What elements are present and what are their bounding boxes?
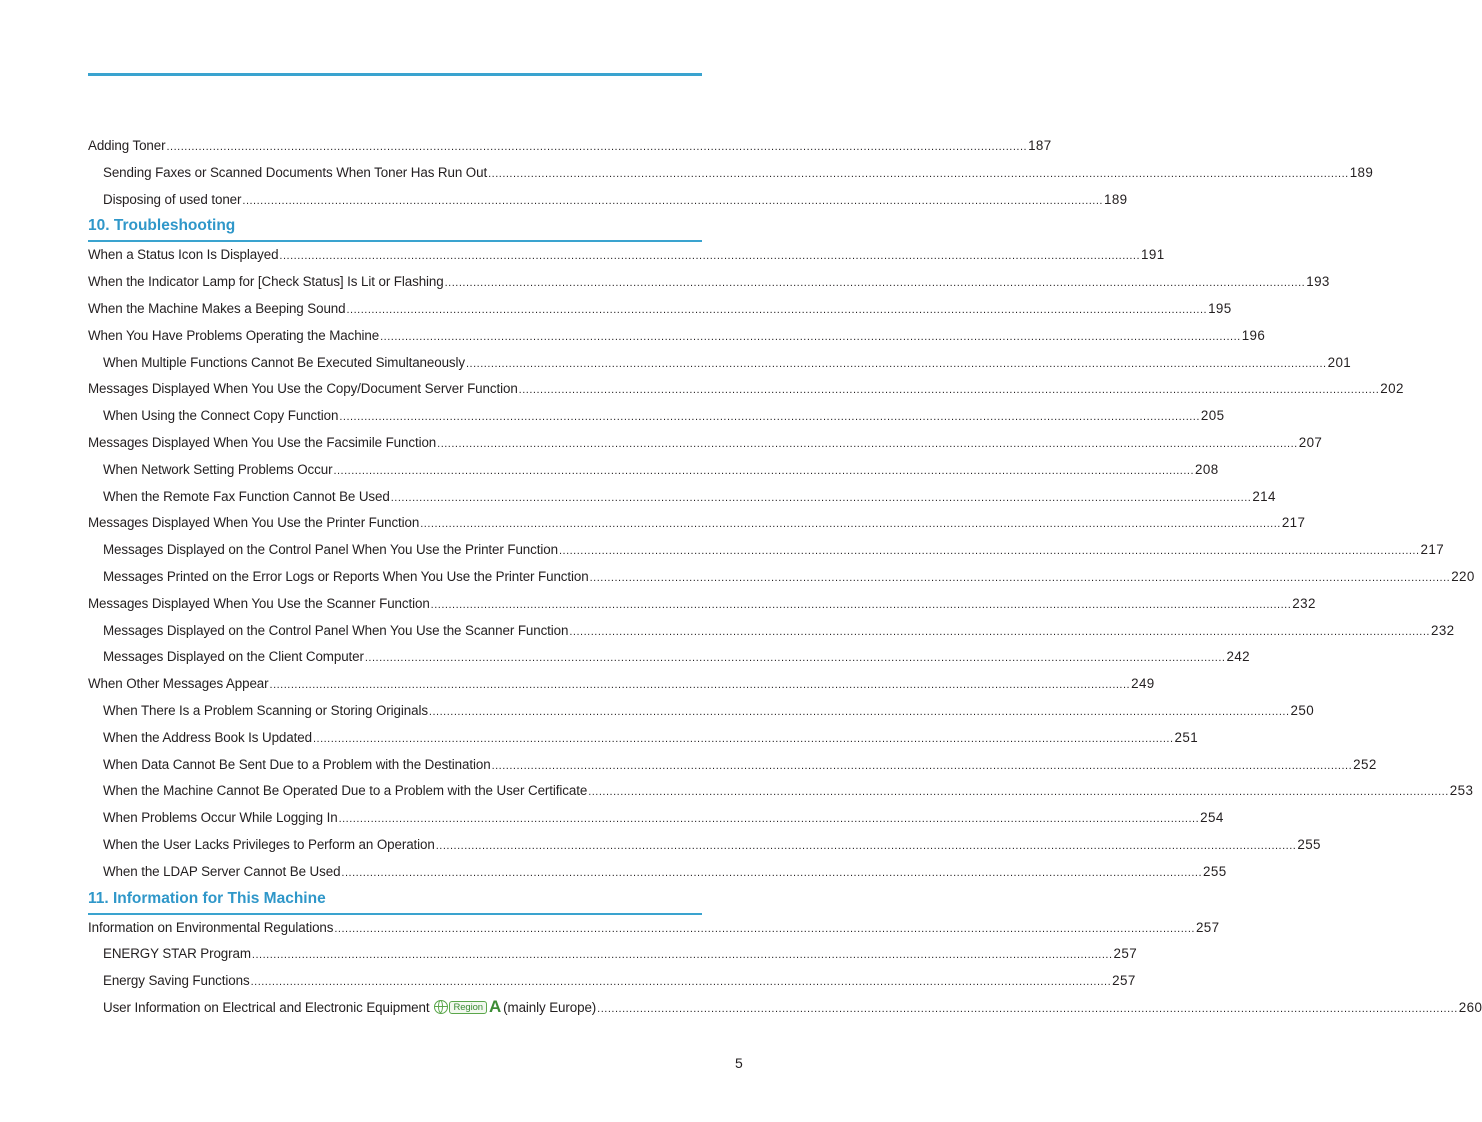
globe-icon: [434, 1000, 448, 1014]
toc-entry[interactable]: [88, 537, 1445, 564]
toc-entry-weee[interactable]: [88, 995, 1482, 1022]
toc-entry[interactable]: [88, 430, 1323, 457]
dot-leader: [346, 297, 1207, 324]
toc-entry[interactable]: [88, 968, 1136, 995]
dot-leader: [252, 942, 1113, 969]
toc-entry-title: Messages Displayed on the Control Panel When You Use the Printer Function: [103, 542, 558, 558]
toc-entry-title-text: User Information on Electrical and Electronic Equipment: [103, 999, 430, 1015]
toc-entry-title: Energy Saving Functions: [103, 973, 250, 989]
toc-entry-page: 255: [1297, 836, 1321, 852]
toc-entry-title: When a Status Icon Is Displayed: [88, 247, 279, 263]
toc-entry-page: 196: [1241, 327, 1266, 343]
dot-leader: [242, 188, 1103, 215]
toc-entry[interactable]: [88, 160, 1374, 187]
toc-entry-page: 242: [1226, 649, 1251, 665]
dot-leader: [466, 351, 1327, 378]
toc-entry[interactable]: [88, 752, 1377, 779]
chapter-heading-information[interactable]: 11. Information for This Machine: [88, 886, 702, 915]
toc-entry-title: Messages Printed on the Error Logs or Reports When You Use the Printer Function: [103, 568, 589, 584]
toc-entry-page: 217: [1281, 515, 1306, 531]
dot-leader: [437, 431, 1298, 458]
toc-entry[interactable]: [88, 269, 1330, 296]
dot-leader: [334, 916, 1195, 943]
toc-entry-page: 191: [1141, 247, 1165, 263]
toc-entry-title: When Multiple Functions Cannot Be Executed Simultaneously: [103, 354, 465, 370]
toc-entry-page: 189: [1349, 164, 1374, 180]
toc-entry-page: 251: [1174, 729, 1199, 745]
toc-entry-page: 207: [1298, 434, 1323, 450]
toc-entry[interactable]: [88, 805, 1224, 832]
dot-leader: [590, 565, 1451, 592]
dot-leader: [597, 996, 1458, 1023]
toc-entry-title: When the Remote Fax Function Cannot Be Used: [103, 488, 390, 504]
dot-leader: [339, 806, 1200, 833]
dot-leader: [519, 377, 1380, 404]
toc-entry-page: 252: [1353, 756, 1377, 772]
toc-entry-title: Messages Displayed on the Client Computer: [103, 649, 364, 665]
toc-entry-title-suffix: (mainly Europe): [503, 999, 597, 1015]
toc-entry[interactable]: [88, 376, 1404, 403]
toc-entry[interactable]: [88, 350, 1352, 377]
toc-entry[interactable]: [88, 725, 1199, 752]
toc-entry[interactable]: [88, 671, 1155, 698]
toc-entry-title: When the User Lacks Privileges to Perform an Operation: [103, 836, 435, 852]
toc-entry-title: When the Machine Makes a Beeping Sound: [88, 300, 346, 316]
toc-entry-page: 257: [1195, 919, 1220, 935]
toc-entry[interactable]: [88, 915, 1220, 942]
toc-group-information: [88, 915, 1220, 995]
toc-entry[interactable]: [88, 778, 1474, 805]
toc-entry-title: Messages Displayed When You Use the Printer Function: [88, 515, 420, 531]
region-a-badge: [434, 999, 501, 1015]
toc-entry[interactable]: [88, 296, 1232, 323]
region-badge-label: Region: [449, 1001, 487, 1014]
toc-entry[interactable]: [88, 403, 1225, 430]
dot-leader: [270, 672, 1131, 699]
dot-leader: [559, 538, 1420, 565]
toc-entry-page: 260: [1458, 999, 1482, 1015]
toc-entry-title: Messages Displayed When You Use the Scanner Function: [88, 595, 430, 611]
toc-entry-title: When the Address Book Is Updated: [103, 729, 312, 745]
toc-entry-page: 195: [1208, 300, 1232, 316]
chapter-heading-troubleshooting[interactable]: 10. Troubleshooting: [88, 213, 702, 242]
dot-leader: [339, 404, 1200, 431]
toc-entry[interactable]: [88, 187, 1128, 214]
toc-entry[interactable]: [88, 618, 1455, 645]
toc-entry-title: Messages Displayed When You Use the Facsimile Function: [88, 434, 437, 450]
toc-entry-page: 232: [1430, 622, 1455, 638]
toc-entry-page: 214: [1252, 488, 1276, 504]
toc-entry-title: Information on Environmental Regulations: [88, 919, 334, 935]
toc-entry-page: 208: [1195, 461, 1219, 477]
toc-group-toner: [88, 133, 1374, 213]
dot-leader: [569, 619, 1430, 646]
toc-entry-title: When Data Cannot Be Sent Due to a Problem with the Destination: [103, 756, 491, 772]
toc-entry-page: 201: [1327, 354, 1352, 370]
toc-entry-page: 232: [1292, 595, 1316, 611]
toc-entry[interactable]: [88, 564, 1475, 591]
dot-leader: [333, 458, 1194, 485]
toc-entry-page: 189: [1103, 191, 1128, 207]
toc-entry-title: When Problems Occur While Logging In: [103, 810, 338, 826]
toc-entry-page: 254: [1200, 810, 1224, 826]
toc-entry-page: 257: [1112, 973, 1136, 989]
toc-entry[interactable]: [88, 510, 1306, 537]
dot-leader: [420, 511, 1281, 538]
dot-leader: [251, 969, 1112, 996]
toc-entry[interactable]: [88, 484, 1276, 511]
dot-leader: [365, 645, 1226, 672]
toc-entry-page: 249: [1131, 676, 1155, 692]
toc-entry-title: When Other Messages Appear: [88, 676, 269, 692]
dot-leader: [380, 324, 1241, 351]
toc-entry-page: 217: [1420, 542, 1445, 558]
toc-entry-title: Sending Faxes or Scanned Documents When Toner Has Run Out: [103, 164, 488, 180]
page-number: 5: [735, 1055, 743, 1071]
table-of-contents: [88, 133, 1482, 1022]
dot-leader: [436, 833, 1297, 860]
toc-entry-page: 257: [1113, 946, 1138, 962]
toc-entry-title: When the Machine Cannot Be Operated Due to a Problem with the User Certificate: [103, 783, 588, 799]
dot-leader: [166, 134, 1027, 161]
dot-leader: [429, 699, 1290, 726]
toc-entry-title: When Using the Connect Copy Function: [103, 408, 339, 424]
toc-entry-title: ENERGY STAR Program: [103, 946, 251, 962]
header-rule: [88, 73, 702, 76]
toc-entry-page: 255: [1203, 863, 1227, 879]
dot-leader: [588, 779, 1449, 806]
toc-entry[interactable]: [88, 698, 1315, 725]
toc-entry-title: Adding Toner: [88, 138, 166, 153]
dot-leader: [492, 753, 1353, 780]
toc-entry-page: 187: [1028, 138, 1052, 153]
toc-entry-title: Disposing of used toner: [103, 191, 242, 207]
region-letter: A: [488, 997, 502, 1017]
dot-leader: [341, 860, 1202, 887]
toc-entry-title: Messages Displayed When You Use the Copy/Document Server Function: [88, 381, 518, 397]
toc-entry[interactable]: [88, 859, 1227, 886]
toc-entry[interactable]: [88, 941, 1138, 968]
toc-entry-title: When There Is a Problem Scanning or Storing Originals: [103, 702, 428, 718]
toc-entry-page: 205: [1200, 408, 1225, 424]
dot-leader: [279, 243, 1140, 270]
dot-leader: [488, 161, 1349, 188]
toc-entry[interactable]: [88, 242, 1165, 269]
toc-entry-page: 250: [1290, 702, 1315, 718]
dot-leader: [445, 270, 1306, 297]
toc-entry-title: When the LDAP Server Cannot Be Used: [103, 863, 341, 879]
toc-entry-title: Messages Displayed on the Control Panel When You Use the Scanner Function: [103, 622, 569, 638]
toc-entry-page: 220: [1451, 568, 1475, 584]
toc-entry-page: 253: [1449, 783, 1474, 799]
toc-entry[interactable]: [88, 133, 1052, 160]
toc-entry[interactable]: [88, 591, 1316, 618]
toc-entry-title: When Network Setting Problems Occur: [103, 461, 333, 477]
toc-entry-title: When You Have Problems Operating the Machine: [88, 327, 380, 343]
toc-entry-page: 193: [1306, 274, 1330, 290]
toc-entry-title: When the Indicator Lamp for [Check Status] Is Lit or Flashing: [88, 274, 444, 290]
dot-leader: [431, 592, 1292, 619]
toc-entry[interactable]: [88, 457, 1219, 484]
toc-entry[interactable]: [88, 644, 1251, 671]
toc-entry-page: 202: [1380, 381, 1404, 397]
toc-entry[interactable]: [88, 832, 1321, 859]
toc-group-troubleshooting: [88, 242, 1475, 885]
toc-entry[interactable]: [88, 323, 1266, 350]
toc-entry-title: [103, 995, 596, 1022]
dot-leader: [391, 485, 1252, 512]
dot-leader: [313, 726, 1174, 753]
